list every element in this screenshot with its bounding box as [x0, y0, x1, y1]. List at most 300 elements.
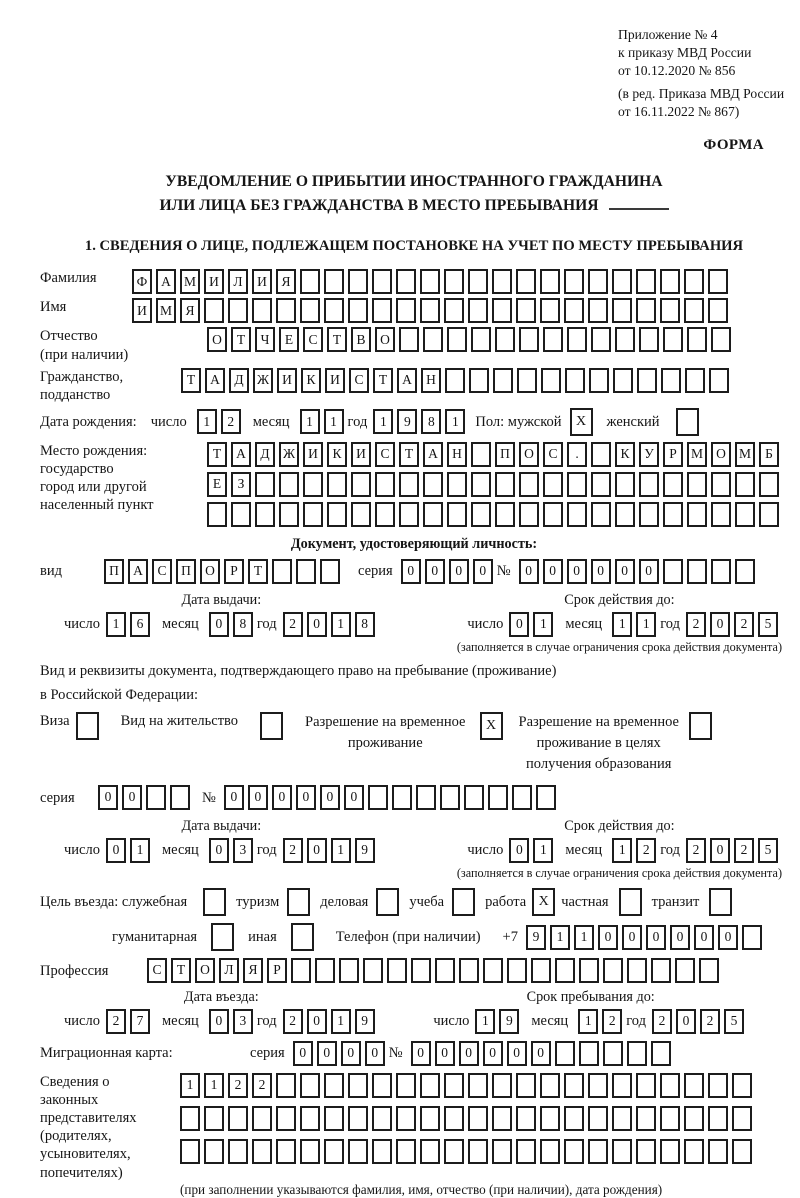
char-cell[interactable]: [603, 958, 623, 983]
char-cell[interactable]: [495, 472, 515, 497]
rvp-checkbox[interactable]: X: [480, 712, 503, 740]
char-cell[interactable]: [543, 502, 563, 527]
char-cell[interactable]: 0: [296, 785, 316, 810]
char-cell[interactable]: [564, 1106, 584, 1131]
char-cell[interactable]: Р: [267, 958, 287, 983]
char-cell[interactable]: 1: [373, 409, 393, 434]
char-cell[interactable]: [588, 1139, 608, 1164]
char-cell[interactable]: 2: [221, 409, 241, 434]
purpose-private-checkbox[interactable]: [619, 888, 642, 916]
char-cell[interactable]: [399, 327, 419, 352]
char-cell[interactable]: О: [375, 327, 395, 352]
char-cell[interactable]: 0: [694, 925, 714, 950]
char-cell[interactable]: [687, 472, 707, 497]
char-cell[interactable]: [387, 958, 407, 983]
purpose-commercial-checkbox[interactable]: [376, 888, 399, 916]
purpose-humanitarian-checkbox[interactable]: [211, 923, 234, 951]
char-cell[interactable]: 0: [307, 838, 327, 863]
char-cell[interactable]: 5: [758, 612, 778, 637]
char-cell[interactable]: [276, 1073, 296, 1098]
char-cell[interactable]: 0: [248, 785, 268, 810]
char-cell[interactable]: [591, 442, 611, 467]
char-cell[interactable]: П: [495, 442, 515, 467]
char-cell[interactable]: [579, 958, 599, 983]
char-cell[interactable]: [759, 472, 779, 497]
char-cell[interactable]: [339, 958, 359, 983]
char-cell[interactable]: 0: [670, 925, 690, 950]
sex-male-checkbox[interactable]: X: [570, 408, 593, 436]
char-cell[interactable]: П: [104, 559, 124, 584]
char-cell[interactable]: [300, 1073, 320, 1098]
char-cell[interactable]: С: [543, 442, 563, 467]
char-cell[interactable]: 2: [283, 612, 303, 637]
char-cell[interactable]: О: [195, 958, 215, 983]
char-cell[interactable]: [291, 958, 311, 983]
char-cell[interactable]: [517, 368, 537, 393]
char-cell[interactable]: 6: [130, 612, 150, 637]
char-cell[interactable]: 1: [300, 409, 320, 434]
char-cell[interactable]: [300, 1106, 320, 1131]
char-cell[interactable]: [540, 1106, 560, 1131]
char-cell[interactable]: [684, 1073, 704, 1098]
char-cell[interactable]: 2: [252, 1073, 272, 1098]
char-cell[interactable]: [492, 298, 512, 323]
char-cell[interactable]: [492, 1106, 512, 1131]
char-cell[interactable]: 9: [526, 925, 546, 950]
char-cell[interactable]: 1: [331, 612, 351, 637]
char-cell[interactable]: [492, 1073, 512, 1098]
char-cell[interactable]: 1: [106, 612, 126, 637]
char-cell[interactable]: 0: [122, 785, 142, 810]
char-cell[interactable]: 0: [320, 785, 340, 810]
char-cell[interactable]: [660, 1106, 680, 1131]
char-cell[interactable]: [372, 1106, 392, 1131]
char-cell[interactable]: Т: [207, 442, 227, 467]
char-cell[interactable]: [663, 502, 683, 527]
char-cell[interactable]: [627, 958, 647, 983]
char-cell[interactable]: [411, 958, 431, 983]
char-cell[interactable]: [464, 785, 484, 810]
char-cell[interactable]: [423, 502, 443, 527]
char-cell[interactable]: [447, 472, 467, 497]
char-cell[interactable]: [445, 368, 465, 393]
char-cell[interactable]: С: [303, 327, 323, 352]
char-cell[interactable]: 1: [475, 1009, 495, 1034]
char-cell[interactable]: .: [567, 442, 587, 467]
char-cell[interactable]: [516, 1073, 536, 1098]
rvp-education-checkbox[interactable]: [689, 712, 712, 740]
char-cell[interactable]: [468, 1073, 488, 1098]
char-cell[interactable]: [637, 368, 657, 393]
char-cell[interactable]: [351, 472, 371, 497]
char-cell[interactable]: [732, 1073, 752, 1098]
char-cell[interactable]: [555, 958, 575, 983]
char-cell[interactable]: [440, 785, 460, 810]
char-cell[interactable]: [711, 327, 731, 352]
char-cell[interactable]: М: [735, 442, 755, 467]
char-cell[interactable]: 2: [686, 612, 706, 637]
char-cell[interactable]: [468, 298, 488, 323]
char-cell[interactable]: [495, 327, 515, 352]
char-cell[interactable]: [180, 1139, 200, 1164]
char-cell[interactable]: [228, 1106, 248, 1131]
char-cell[interactable]: [589, 368, 609, 393]
char-cell[interactable]: А: [128, 559, 148, 584]
char-cell[interactable]: [687, 327, 707, 352]
char-cell[interactable]: Я: [180, 298, 200, 323]
char-cell[interactable]: [324, 298, 344, 323]
char-cell[interactable]: [170, 785, 190, 810]
char-cell[interactable]: [276, 1139, 296, 1164]
char-cell[interactable]: [444, 1139, 464, 1164]
char-cell[interactable]: С: [375, 442, 395, 467]
char-cell[interactable]: 0: [449, 559, 469, 584]
char-cell[interactable]: [276, 1106, 296, 1131]
char-cell[interactable]: Н: [421, 368, 441, 393]
char-cell[interactable]: [396, 1139, 416, 1164]
char-cell[interactable]: [567, 472, 587, 497]
char-cell[interactable]: [444, 298, 464, 323]
char-cell[interactable]: [468, 1139, 488, 1164]
char-cell[interactable]: 1: [612, 838, 632, 863]
char-cell[interactable]: К: [615, 442, 635, 467]
char-cell[interactable]: [300, 269, 320, 294]
char-cell[interactable]: [392, 785, 412, 810]
char-cell[interactable]: [711, 559, 731, 584]
char-cell[interactable]: О: [200, 559, 220, 584]
char-cell[interactable]: [540, 269, 560, 294]
char-cell[interactable]: [447, 502, 467, 527]
purpose-business-checkbox[interactable]: [203, 888, 226, 916]
char-cell[interactable]: [540, 1139, 560, 1164]
char-cell[interactable]: [231, 502, 251, 527]
char-cell[interactable]: [300, 1139, 320, 1164]
char-cell[interactable]: [492, 269, 512, 294]
char-cell[interactable]: [279, 502, 299, 527]
char-cell[interactable]: [471, 472, 491, 497]
char-cell[interactable]: [709, 368, 729, 393]
char-cell[interactable]: 0: [209, 1009, 229, 1034]
char-cell[interactable]: [447, 327, 467, 352]
char-cell[interactable]: [660, 269, 680, 294]
char-cell[interactable]: Л: [219, 958, 239, 983]
char-cell[interactable]: [516, 1139, 536, 1164]
char-cell[interactable]: 9: [397, 409, 417, 434]
char-cell[interactable]: [459, 958, 479, 983]
char-cell[interactable]: [204, 298, 224, 323]
char-cell[interactable]: С: [152, 559, 172, 584]
char-cell[interactable]: 5: [758, 838, 778, 863]
char-cell[interactable]: [615, 472, 635, 497]
char-cell[interactable]: К: [301, 368, 321, 393]
char-cell[interactable]: [636, 1139, 656, 1164]
char-cell[interactable]: Н: [447, 442, 467, 467]
char-cell[interactable]: Т: [373, 368, 393, 393]
char-cell[interactable]: 9: [355, 838, 375, 863]
char-cell[interactable]: 2: [636, 838, 656, 863]
char-cell[interactable]: [483, 958, 503, 983]
char-cell[interactable]: 1: [533, 838, 553, 863]
char-cell[interactable]: [639, 327, 659, 352]
char-cell[interactable]: [684, 1106, 704, 1131]
char-cell[interactable]: 0: [365, 1041, 385, 1066]
char-cell[interactable]: [612, 1106, 632, 1131]
char-cell[interactable]: Б: [759, 442, 779, 467]
char-cell[interactable]: [684, 269, 704, 294]
char-cell[interactable]: [685, 368, 705, 393]
char-cell[interactable]: [699, 958, 719, 983]
char-cell[interactable]: 1: [324, 409, 344, 434]
char-cell[interactable]: [612, 298, 632, 323]
char-cell[interactable]: И: [325, 368, 345, 393]
char-cell[interactable]: [272, 559, 292, 584]
char-cell[interactable]: [315, 958, 335, 983]
char-cell[interactable]: [255, 502, 275, 527]
char-cell[interactable]: [663, 559, 683, 584]
char-cell[interactable]: 0: [425, 559, 445, 584]
char-cell[interactable]: [444, 1073, 464, 1098]
char-cell[interactable]: [651, 958, 671, 983]
char-cell[interactable]: [612, 269, 632, 294]
char-cell[interactable]: [180, 1106, 200, 1131]
char-cell[interactable]: 0: [567, 559, 587, 584]
char-cell[interactable]: [348, 1073, 368, 1098]
purpose-other-checkbox[interactable]: [291, 923, 314, 951]
char-cell[interactable]: [708, 1106, 728, 1131]
char-cell[interactable]: [735, 559, 755, 584]
char-cell[interactable]: [636, 298, 656, 323]
char-cell[interactable]: И: [277, 368, 297, 393]
char-cell[interactable]: 0: [507, 1041, 527, 1066]
char-cell[interactable]: 2: [106, 1009, 126, 1034]
char-cell[interactable]: О: [207, 327, 227, 352]
char-cell[interactable]: [516, 298, 536, 323]
char-cell[interactable]: [469, 368, 489, 393]
char-cell[interactable]: [348, 298, 368, 323]
char-cell[interactable]: Я: [243, 958, 263, 983]
char-cell[interactable]: [588, 269, 608, 294]
char-cell[interactable]: 2: [734, 612, 754, 637]
char-cell[interactable]: Ж: [253, 368, 273, 393]
char-cell[interactable]: [495, 502, 515, 527]
char-cell[interactable]: 1: [533, 612, 553, 637]
char-cell[interactable]: [684, 1139, 704, 1164]
char-cell[interactable]: 0: [483, 1041, 503, 1066]
char-cell[interactable]: И: [303, 442, 323, 467]
char-cell[interactable]: [420, 1106, 440, 1131]
char-cell[interactable]: 1: [574, 925, 594, 950]
char-cell[interactable]: 0: [710, 612, 730, 637]
char-cell[interactable]: [612, 1073, 632, 1098]
char-cell[interactable]: [687, 502, 707, 527]
char-cell[interactable]: [396, 269, 416, 294]
char-cell[interactable]: [423, 472, 443, 497]
char-cell[interactable]: 0: [98, 785, 118, 810]
char-cell[interactable]: [684, 298, 704, 323]
char-cell[interactable]: Т: [231, 327, 251, 352]
char-cell[interactable]: [303, 502, 323, 527]
char-cell[interactable]: [636, 1073, 656, 1098]
char-cell[interactable]: 0: [307, 1009, 327, 1034]
char-cell[interactable]: [444, 269, 464, 294]
char-cell[interactable]: [296, 559, 316, 584]
char-cell[interactable]: [615, 502, 635, 527]
char-cell[interactable]: А: [231, 442, 251, 467]
sex-female-checkbox[interactable]: [676, 408, 699, 436]
char-cell[interactable]: [564, 298, 584, 323]
char-cell[interactable]: [423, 327, 443, 352]
char-cell[interactable]: [567, 327, 587, 352]
char-cell[interactable]: [375, 472, 395, 497]
char-cell[interactable]: 1: [180, 1073, 200, 1098]
char-cell[interactable]: Д: [229, 368, 249, 393]
char-cell[interactable]: [488, 785, 508, 810]
char-cell[interactable]: 0: [473, 559, 493, 584]
char-cell[interactable]: [368, 785, 388, 810]
char-cell[interactable]: [493, 368, 513, 393]
char-cell[interactable]: [564, 1139, 584, 1164]
char-cell[interactable]: 5: [724, 1009, 744, 1034]
char-cell[interactable]: [420, 1139, 440, 1164]
char-cell[interactable]: [603, 1041, 623, 1066]
char-cell[interactable]: [348, 269, 368, 294]
char-cell[interactable]: Т: [248, 559, 268, 584]
char-cell[interactable]: С: [349, 368, 369, 393]
residence-permit-checkbox[interactable]: [260, 712, 283, 740]
char-cell[interactable]: [228, 298, 248, 323]
char-cell[interactable]: 0: [293, 1041, 313, 1066]
char-cell[interactable]: 0: [411, 1041, 431, 1066]
char-cell[interactable]: [588, 1073, 608, 1098]
char-cell[interactable]: [420, 298, 440, 323]
char-cell[interactable]: [444, 1106, 464, 1131]
char-cell[interactable]: [613, 368, 633, 393]
char-cell[interactable]: А: [156, 269, 176, 294]
char-cell[interactable]: 2: [686, 838, 706, 863]
char-cell[interactable]: [324, 1106, 344, 1131]
char-cell[interactable]: [320, 559, 340, 584]
char-cell[interactable]: 0: [531, 1041, 551, 1066]
char-cell[interactable]: 1: [204, 1073, 224, 1098]
char-cell[interactable]: 9: [499, 1009, 519, 1034]
char-cell[interactable]: [363, 958, 383, 983]
char-cell[interactable]: [204, 1139, 224, 1164]
char-cell[interactable]: [519, 472, 539, 497]
char-cell[interactable]: [348, 1139, 368, 1164]
char-cell[interactable]: [471, 327, 491, 352]
char-cell[interactable]: 0: [435, 1041, 455, 1066]
char-cell[interactable]: [651, 1041, 671, 1066]
char-cell[interactable]: [255, 472, 275, 497]
char-cell[interactable]: [399, 502, 419, 527]
char-cell[interactable]: [661, 368, 681, 393]
char-cell[interactable]: [516, 1106, 536, 1131]
char-cell[interactable]: 1: [445, 409, 465, 434]
char-cell[interactable]: [615, 327, 635, 352]
char-cell[interactable]: [636, 269, 656, 294]
char-cell[interactable]: Т: [181, 368, 201, 393]
purpose-tourism-checkbox[interactable]: [287, 888, 310, 916]
char-cell[interactable]: [519, 327, 539, 352]
char-cell[interactable]: [228, 1139, 248, 1164]
char-cell[interactable]: 3: [233, 1009, 253, 1034]
char-cell[interactable]: [396, 298, 416, 323]
char-cell[interactable]: М: [156, 298, 176, 323]
char-cell[interactable]: [396, 1073, 416, 1098]
char-cell[interactable]: М: [180, 269, 200, 294]
char-cell[interactable]: [351, 502, 371, 527]
char-cell[interactable]: [543, 472, 563, 497]
char-cell[interactable]: [591, 472, 611, 497]
char-cell[interactable]: [732, 1139, 752, 1164]
char-cell[interactable]: И: [132, 298, 152, 323]
char-cell[interactable]: О: [711, 442, 731, 467]
char-cell[interactable]: П: [176, 559, 196, 584]
char-cell[interactable]: 0: [676, 1009, 696, 1034]
purpose-work-checkbox[interactable]: X: [532, 888, 555, 916]
char-cell[interactable]: [303, 472, 323, 497]
char-cell[interactable]: [660, 1073, 680, 1098]
char-cell[interactable]: [507, 958, 527, 983]
char-cell[interactable]: [639, 502, 659, 527]
char-cell[interactable]: [204, 1106, 224, 1131]
char-cell[interactable]: [732, 1106, 752, 1131]
char-cell[interactable]: 1: [130, 838, 150, 863]
char-cell[interactable]: [399, 472, 419, 497]
char-cell[interactable]: [540, 1073, 560, 1098]
purpose-transit-checkbox[interactable]: [709, 888, 732, 916]
char-cell[interactable]: 1: [331, 1009, 351, 1034]
char-cell[interactable]: [416, 785, 436, 810]
char-cell[interactable]: 1: [578, 1009, 598, 1034]
char-cell[interactable]: [711, 502, 731, 527]
char-cell[interactable]: [708, 1139, 728, 1164]
char-cell[interactable]: 1: [550, 925, 570, 950]
char-cell[interactable]: [327, 472, 347, 497]
char-cell[interactable]: Д: [255, 442, 275, 467]
char-cell[interactable]: 0: [317, 1041, 337, 1066]
char-cell[interactable]: [519, 502, 539, 527]
char-cell[interactable]: [516, 269, 536, 294]
char-cell[interactable]: 8: [421, 409, 441, 434]
char-cell[interactable]: [660, 1139, 680, 1164]
char-cell[interactable]: 0: [307, 612, 327, 637]
char-cell[interactable]: [588, 298, 608, 323]
char-cell[interactable]: У: [639, 442, 659, 467]
char-cell[interactable]: [540, 298, 560, 323]
char-cell[interactable]: Т: [399, 442, 419, 467]
char-cell[interactable]: [564, 1073, 584, 1098]
char-cell[interactable]: [564, 269, 584, 294]
char-cell[interactable]: Р: [224, 559, 244, 584]
char-cell[interactable]: 0: [591, 559, 611, 584]
char-cell[interactable]: 0: [646, 925, 666, 950]
char-cell[interactable]: [252, 1106, 272, 1131]
char-cell[interactable]: Ч: [255, 327, 275, 352]
char-cell[interactable]: [420, 1073, 440, 1098]
char-cell[interactable]: [543, 327, 563, 352]
char-cell[interactable]: А: [397, 368, 417, 393]
char-cell[interactable]: 1: [636, 612, 656, 637]
char-cell[interactable]: [471, 502, 491, 527]
char-cell[interactable]: [396, 1106, 416, 1131]
char-cell[interactable]: [207, 502, 227, 527]
char-cell[interactable]: В: [351, 327, 371, 352]
char-cell[interactable]: [663, 472, 683, 497]
char-cell[interactable]: И: [204, 269, 224, 294]
char-cell[interactable]: Т: [171, 958, 191, 983]
char-cell[interactable]: [591, 502, 611, 527]
